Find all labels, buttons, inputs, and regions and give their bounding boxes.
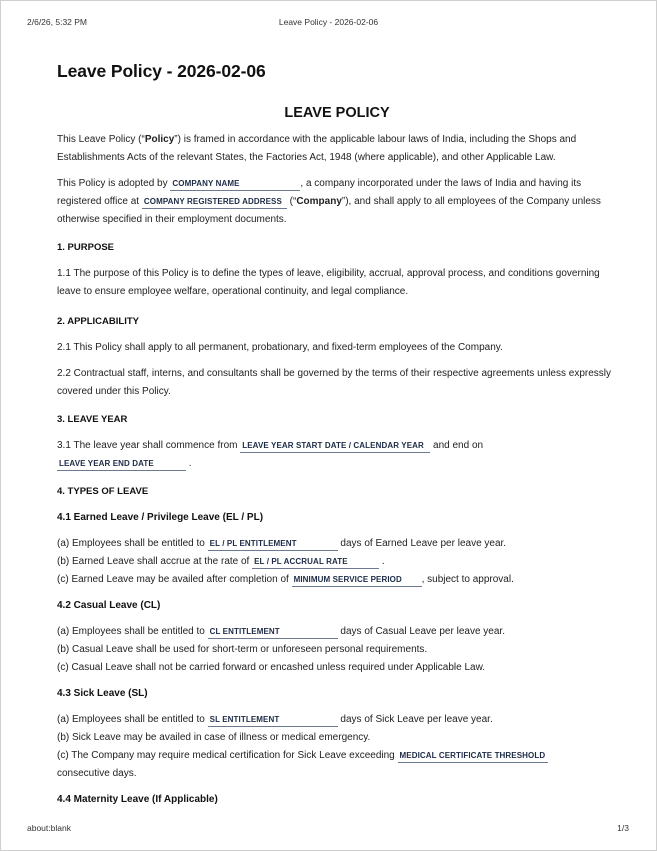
sl-entitlement-field[interactable]: SL ENTITLEMENT bbox=[208, 714, 338, 727]
section-heading-purpose: 1. PURPOSE bbox=[57, 242, 115, 253]
print-page-number: 1/3 bbox=[617, 823, 629, 833]
leave-year-end-field[interactable]: LEAVE YEAR END DATE bbox=[57, 458, 186, 471]
print-page-title: Leave Policy - 2026-02-06 bbox=[278, 17, 379, 27]
section-heading-types-of-leave: 4. TYPES OF LEAVE bbox=[57, 486, 149, 497]
sick-leave-item-b: (b) Sick Leave may be availed in case of illness or medical emergency. bbox=[57, 732, 371, 743]
cl-entitlement-field[interactable]: CL ENTITLEMENT bbox=[208, 626, 338, 639]
earned-leave-item-b: (b) Earned Leave shall accrue at the rate of EL / PL ACCRUAL RATE . bbox=[57, 556, 385, 567]
applicability-paragraph-1: 2.1 This Policy shall apply to all permanent, probationary, and fixed-term employees of the Company. bbox=[57, 342, 503, 353]
document-title: Leave Policy - 2026-02-06 bbox=[57, 61, 266, 81]
section-heading-applicability: 2. APPLICABILITY bbox=[57, 316, 139, 327]
document-body bbox=[57, 61, 617, 809]
sick-leave-item-c: (c) The Company may require medical certification for Sick Leave exceeding MEDICAL CERTIFICATE THRESHOLD consecutive days. bbox=[57, 747, 617, 783]
intro-paragraph-1: This Leave Policy (“Policy”) is framed in accordance with the applicable labour laws of India, including the Shops and Establishments Acts of the relevant States, the Factories Act, 1948 (where applicable), and other Applicable Law. bbox=[57, 134, 577, 163]
company-name-field[interactable]: COMPANY NAME bbox=[170, 178, 300, 191]
earned-leave-item-a: (a) Employees shall be entitled to EL / PL ENTITLEMENT days of Earned Leave per leave year. bbox=[57, 538, 507, 549]
casual-leave-item-a: (a) Employees shall be entitled to CL ENTITLEMENT days of Casual Leave per leave year. bbox=[57, 626, 505, 637]
leave-year-paragraph: 3.1 The leave year shall commence from LEAVE YEAR START DATE / CALENDAR YEAR and end on LEAVE YEAR END DATE . bbox=[57, 440, 484, 469]
earned-leave-item-c: (c) Earned Leave may be availed after completion of MINIMUM SERVICE PERIOD , subject to approval. bbox=[57, 574, 514, 585]
el-entitlement-field[interactable]: EL / PL ENTITLEMENT bbox=[208, 538, 338, 551]
intro-paragraph-2: This Policy is adopted by COMPANY NAME , a company incorporated under the laws of India and having its registered office at COMPANY REGISTERED ADDRESS (“Company”), and shall apply to all employees of the Company unless otherwise specified in their employment documents. bbox=[57, 178, 601, 225]
applicability-paragraph-2: 2.2 Contractual staff, interns, and consultants shall be governed by the terms of their respective agreements unless expressly covered under this Policy. bbox=[57, 368, 611, 397]
leave-year-start-field[interactable]: LEAVE YEAR START DATE / CALENDAR YEAR bbox=[240, 440, 430, 453]
casual-leave-item-b: (b) Casual Leave shall be used for short-term or unforeseen personal requirements. bbox=[57, 644, 428, 655]
purpose-paragraph: 1.1 The purpose of this Policy is to define the types of leave, eligibility, accrual, approval process, and conditions governing leave to ensure employee welfare, operational continuity, and legal compliance. bbox=[57, 268, 600, 297]
subsection-heading-sick-leave: 4.3 Sick Leave (SL) bbox=[57, 688, 148, 699]
policy-heading: LEAVE POLICY bbox=[284, 105, 390, 121]
sick-leave-item-a: (a) Employees shall be entitled to SL ENTITLEMENT days of Sick Leave per leave year. bbox=[57, 714, 493, 725]
section-heading-leave-year: 3. LEAVE YEAR bbox=[57, 414, 128, 425]
minimum-service-field[interactable]: MINIMUM SERVICE PERIOD bbox=[292, 574, 422, 587]
print-datetime: 2/6/26, 5:32 PM bbox=[27, 17, 88, 27]
el-accrual-rate-field[interactable]: EL / PL ACCRUAL RATE bbox=[252, 556, 379, 569]
subsection-heading-maternity-leave: 4.4 Maternity Leave (If Applicable) bbox=[57, 794, 218, 805]
medical-certificate-threshold-field[interactable]: MEDICAL CERTIFICATE THRESHOLD bbox=[398, 750, 549, 763]
company-address-field[interactable]: COMPANY REGISTERED ADDRESS bbox=[142, 196, 287, 209]
casual-leave-item-c: (c) Casual Leave shall not be carried forward or encashed unless required under Applicable Law. bbox=[57, 662, 486, 673]
subsection-heading-earned-leave: 4.1 Earned Leave / Privilege Leave (EL / PL) bbox=[57, 512, 264, 523]
subsection-heading-casual-leave: 4.2 Casual Leave (CL) bbox=[57, 600, 161, 611]
print-url: about:blank bbox=[27, 823, 71, 833]
